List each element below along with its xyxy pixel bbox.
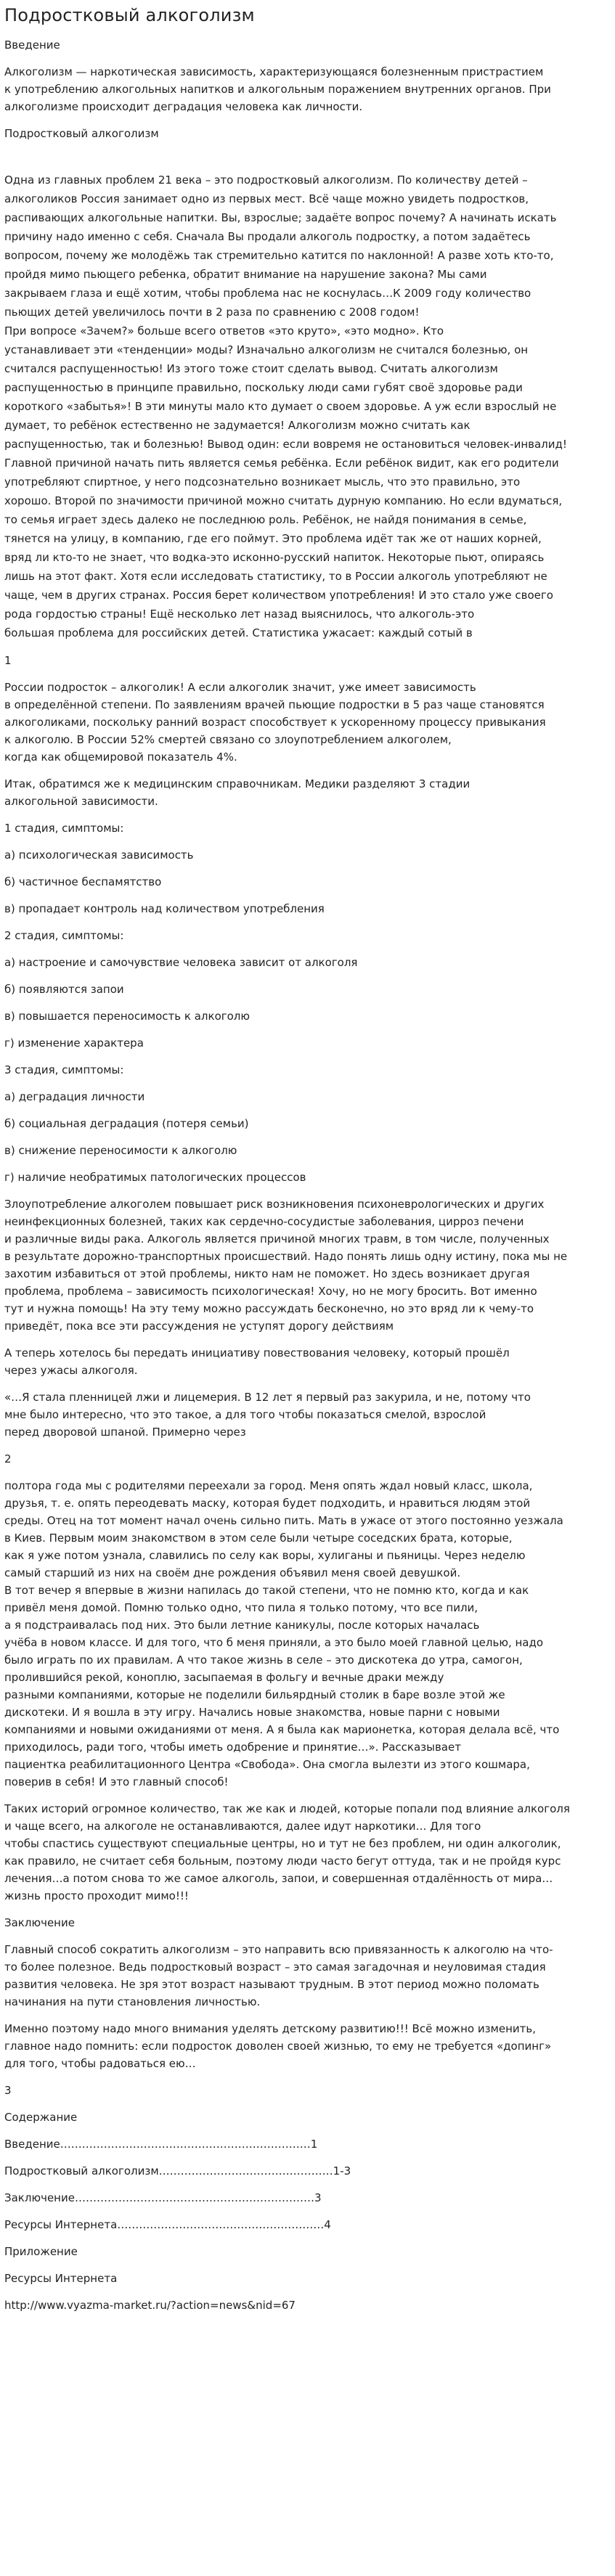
text-line: пациентка реабилитационного Центра «Свобода». Она смогла вылезти из этого кошмара, bbox=[4, 1758, 530, 1771]
text-line: употребляют спиртное, у него подсознательно возникает мысль, что это правильно, это bbox=[4, 475, 521, 488]
text-line: развития человека. Не зря этот возраст называют трудным. В этот период можно поломать bbox=[4, 1978, 539, 1991]
text-line: как правило, не считает себя больным, поэтому люди часто бегут оттуда, так и не пройдя курс bbox=[4, 1855, 561, 1868]
text-line: перед дворовой шпаной. Примерно через bbox=[4, 1426, 246, 1439]
stage-item: б) социальная деградация (потеря семьи) bbox=[4, 1117, 249, 1130]
text-line: для того, чтобы радоваться ею… bbox=[4, 2057, 196, 2070]
text-line: жизнь просто проходит мимо!!! bbox=[4, 1889, 189, 1902]
paragraph-problem bbox=[4, 171, 611, 642]
text-line: дискотеки. И я вошла в эту игру. Начались новые знакомства, новые парни с новыми bbox=[4, 1706, 500, 1719]
text-line: среды. Отец на тот момент начал очень сильно пить. Мать в ужасе от этого постоянно уезжала bbox=[4, 1514, 563, 1527]
text-line: когда как общемировой показатель 4%. bbox=[4, 751, 237, 764]
text-line: распущенностью, так и болезнью! Вывод один: если вовремя не остановиться человек-инвалид! bbox=[4, 438, 567, 451]
text-line: распивающих алкогольные напитки. Вы, взрослые; задаёте вопрос почему? А начинать искать bbox=[4, 211, 557, 224]
stage-heading: 1 стадия, симптомы: bbox=[4, 822, 124, 835]
text-line: и чаще всего, на алкоголе не останавливаются, далее идут наркотики… Для того bbox=[4, 1820, 481, 1833]
resources-heading: Ресурсы Интернета bbox=[4, 2272, 118, 2285]
text-line: России подросток – алкоголик! А если алкоголик значит, уже имеет зависимость bbox=[4, 681, 476, 694]
text-line: начинания на пути становления личностью. bbox=[4, 1995, 261, 2008]
text-line: пройдя мимо пьющего ребенка, обратит внимание на нарушение закона? Мы сами bbox=[4, 268, 487, 281]
paragraph-transition bbox=[4, 1344, 611, 1379]
stage-item: г) изменение характера bbox=[4, 1036, 144, 1050]
text-line: большая проблема для российских детей. Статистика ужасает: каждый сотый в bbox=[4, 626, 473, 639]
text-line: чаще, чем в других странах. Россия берет количеством употребления! И это стало уже своего bbox=[4, 589, 553, 602]
page-number: 2 bbox=[4, 1452, 12, 1465]
stage-heading: 3 стадия, симптомы: bbox=[4, 1063, 124, 1076]
text-line: В тот вечер я впервые в жизни напилась до такой степени, что не помню кто, когда и как bbox=[4, 1584, 529, 1597]
text-line: через ужасы алкоголя. bbox=[4, 1364, 138, 1377]
text-line: как я уже потом узнала, славились по селу как воры, хулиганы и пьяницы. Через неделю bbox=[4, 1549, 526, 1562]
toc-item: Заключение…………………………………………………………3 bbox=[4, 2191, 322, 2204]
paragraph-conclusion-2 bbox=[4, 2020, 611, 2072]
text-line: тут и нужна помощь! На эту тему можно рассуждать бесконечно, но это вряд ли к чему-то bbox=[4, 1302, 534, 1315]
text-line: Одна из главных проблем 21 века – это подростковый алкоголизм. По количеству детей – bbox=[4, 173, 528, 187]
text-line: алкогольной зависимости. bbox=[4, 795, 158, 808]
text-line: самый старший из них на своём дне рождения объявил меня своей девушкой. bbox=[4, 1566, 461, 1579]
text-line: Главной причиной начать пить является семья ребёнка. Если ребёнок видит, как его родители bbox=[4, 457, 559, 470]
paragraph-health-risks bbox=[4, 1195, 611, 1335]
stage-item: а) настроение и самочувствие человека зависит от алкоголя bbox=[4, 956, 358, 969]
text-line: короткого «забытья»! В эти минуты мало кто думает о своем здоровье. А уж если взрослый не bbox=[4, 400, 557, 413]
blank-line bbox=[4, 152, 611, 171]
main-heading: Подростковый алкоголизм bbox=[4, 127, 159, 140]
resource-link-item bbox=[4, 2297, 611, 2314]
resource-link[interactable]: http://www.vyazma-market.ru/?action=news&nid=67 bbox=[4, 2299, 296, 2312]
text-line: Таких историй огромное количество, так же как и людей, которые попали под влияние алкоголя bbox=[4, 1802, 570, 1815]
paragraph-rehab bbox=[4, 1800, 611, 1905]
text-line: Итак, обратимся же к медицинским справочникам. Медики разделяют 3 стадии bbox=[4, 777, 471, 790]
text-line: разными компаниями, которые не поделили бильярдный столик в баре возле этой же bbox=[4, 1688, 505, 1701]
text-line: то семья играет здесь далеко не последнюю роль. Ребёнок, не найдя понимания в семье, bbox=[4, 513, 527, 526]
text-line: закрываем глаза и ещё хотим, чтобы проблема нас не коснулась…К 2009 году количество bbox=[4, 287, 531, 300]
text-line: приведёт, пока все эти рассуждения не уступят дорогу действиям bbox=[4, 1320, 394, 1333]
text-line: алкоголиков Россия занимает одно из первых мест. Всё чаще можно увидеть подростков, bbox=[4, 192, 529, 205]
toc-item: Ресурсы Интернета…………………………………………………4 bbox=[4, 2218, 331, 2231]
text-line: распущенностью в принципе правильно, поскольку люди сами губят своё здоровье ради bbox=[4, 381, 523, 394]
stage-heading: 2 стадия, симптомы: bbox=[4, 929, 124, 942]
stage-item: в) пропадает контроль над количеством употребления bbox=[4, 902, 325, 915]
appendix-heading: Приложение bbox=[4, 2245, 78, 2258]
text-line: Именно поэтому надо много внимания уделять детскому развитию!!! Всё можно изменить, bbox=[4, 2022, 536, 2035]
text-line: проблема, проблема – зависимость психологическая! Хочу, но не могу бросить. Вот именно bbox=[4, 1285, 537, 1298]
text-line: лечения…а потом снова то же самое алкоголь, запои, и совершенная отдалённость от мира… bbox=[4, 1872, 553, 1885]
text-line: вопросом, почему же молодёжь так стремительно катится по наклонной! А разве хоть кто-то, bbox=[4, 249, 554, 262]
text-line: в определённой степени. По заявлениям врачей пьющие подростки в 5 раз чаще становятся bbox=[4, 698, 545, 711]
text-line: хорошо. Второй по значимости причиной можно считать дурную компанию. Но если вдуматься, bbox=[4, 494, 563, 507]
text-line: захотим избавиться от этой проблемы, никто нам не поможет. Но здесь возникает другая bbox=[4, 1267, 530, 1280]
toc-item: Подростковый алкоголизм…………………………………………1-3 bbox=[4, 2164, 351, 2178]
paragraph-conclusion bbox=[4, 1941, 611, 2011]
paragraph-story bbox=[4, 1477, 611, 1791]
stage-item: в) повышается переносимость к алкоголю bbox=[4, 1010, 251, 1023]
stage-item: а) психологическая зависимость bbox=[4, 849, 194, 862]
text-line: тянется на улицу, в компанию, где его поймут. Это проблема идёт так же от наших корней, bbox=[4, 532, 542, 545]
page-number: 3 bbox=[4, 2084, 12, 2097]
text-line: к употреблению алкогольных напитков и алкогольным поражением внутренних органов. При bbox=[4, 83, 551, 96]
intro-definition bbox=[4, 63, 611, 115]
paragraph-medicine bbox=[4, 775, 611, 810]
text-line: алкоголиками, поскольку ранний возраст способствует к ускоренному процессу привыкания bbox=[4, 716, 546, 729]
text-line: друзья, т. е. опять переодевать маску, которая будет подходить, и нравиться людям этой bbox=[4, 1497, 531, 1510]
text-line: причину надо именно с себя. Сначала Вы продали алкоголь подростку, а потом задаётесь bbox=[4, 230, 531, 243]
text-line: полтора года мы с родителями переехали за город. Меня опять ждал новый класс, школа, bbox=[4, 1479, 533, 1492]
text-line: то более полезное. Ведь подростковый возраст – это самая загадочная и неуловимая стадия bbox=[4, 1960, 546, 1974]
stages-list bbox=[4, 819, 611, 1186]
text-line: а я подстраивалась под них. Это были летние каникулы, после которых началась bbox=[4, 1619, 480, 1632]
text-line: «…Я стала пленницей лжи и лицемерия. В 12 лет я первый раз закурила, и не, потому что bbox=[4, 1391, 531, 1404]
intro-heading: Введение bbox=[4, 38, 60, 52]
text-line: привёл меня домой. Помню только одно, что пила я только потому, что все пили, bbox=[4, 1601, 478, 1614]
stage-item: б) появляются запои bbox=[4, 983, 124, 996]
stage-item: в) снижение переносимости к алкоголю bbox=[4, 1144, 237, 1157]
paragraph-story-start bbox=[4, 1389, 611, 1441]
text-line: считался распущенностью! Из этого тоже стоит сделать вывод. Считать алкоголизм bbox=[4, 362, 498, 375]
text-line: Злоупотребление алкоголем повышает риск возникновения психоневрологических и других bbox=[4, 1198, 545, 1211]
text-line: При вопросе «Зачем?» больше всего ответов «это круто», «это модно». Кто bbox=[4, 324, 444, 338]
text-line: и различные виды рака. Алкоголь является причиной многих травм, в том числе, полученных bbox=[4, 1232, 550, 1246]
text-line: главное надо помнить: если подросток доволен своей жизнью, то ему не требуется «допинг» bbox=[4, 2040, 552, 2053]
text-line: алкоголизме происходит деградация человека как личности. bbox=[4, 100, 363, 113]
text-line: вряд ли кто-то не знает, что водка-это исконно-русский напиток. Некоторые пьют, опираясь bbox=[4, 551, 545, 564]
text-line: поверив в себя! И это главный способ! bbox=[4, 1775, 229, 1788]
text-line: лишь на этот факт. Хотя если исследовать статистику, то в России алкоголь употребляют не bbox=[4, 570, 547, 583]
toc-heading: Содержание bbox=[4, 2111, 78, 2124]
text-line: рода гордостью страны! Ещё несколько лет назад выяснилось, что алкоголь-это bbox=[4, 608, 475, 621]
stage-item: а) деградация личности bbox=[4, 1090, 145, 1103]
text-line: неинфекционных болезней, таких как сердечно-сосудистые заболевания, цирроз печени bbox=[4, 1215, 524, 1228]
toc-item: Введение……………………………………………………………1 bbox=[4, 2138, 318, 2151]
text-line: учёба в новом классе. И для того, что б меня приняли, а это было моей главной целью, надо bbox=[4, 1636, 544, 1649]
page-title: Подростковый алкоголизм bbox=[4, 5, 255, 25]
page-number: 1 bbox=[4, 654, 12, 667]
text-line: к алкоголю. В России 52% смертей связано со злоупотреблением алкоголем, bbox=[4, 733, 452, 746]
text-line: устанавливает эти «тенденции» моды? Изначально алкоголизм не считался болезнью, он bbox=[4, 343, 529, 356]
text-line: думает, то ребёнок естественно не задумается! Алкоголизм можно считать как bbox=[4, 419, 471, 432]
text-line: компаниями и новыми ожиданиями от меня. А я была как марионетка, которая делала всё, что bbox=[4, 1723, 560, 1736]
text-line: мне было интересно, что это такое, а для того чтобы показаться смелой, взрослой bbox=[4, 1408, 486, 1421]
text-line: в Киев. Первым моим знакомством в этом селе были четыре соседских брата, которые, bbox=[4, 1532, 513, 1545]
text-line: А теперь хотелось бы передать инициативу повествования человеку, который прошёл bbox=[4, 1346, 510, 1359]
text-line: Алкоголизм — наркотическая зависимость, характеризующаяся болезненным пристрастием bbox=[4, 65, 544, 78]
text-line: Главный способ сократить алкоголизм – это направить всю привязанность к алкоголю на что- bbox=[4, 1943, 553, 1956]
text-line: пролившийся рекой, коноплю, засыпаемая в фольгу и вечные драки между bbox=[4, 1671, 444, 1684]
stage-item: б) частичное беспамятство bbox=[4, 875, 162, 888]
stage-item: г) наличие необратимых патологических процессов bbox=[4, 1171, 306, 1184]
text-line: было играть по их правилам. А что такое жизнь в селе – это дискотека до утра, самогон, bbox=[4, 1653, 523, 1667]
paragraph-statistics bbox=[4, 679, 611, 766]
text-line: приходилось, ради того, чтобы иметь одобрение и принятие…». Рассказывает bbox=[4, 1741, 461, 1754]
conclusion-heading: Заключение bbox=[4, 1916, 75, 1929]
text-line: чтобы спастись существуют специальные центры, но и тут не без проблем, ни один алкоголик, bbox=[4, 1837, 561, 1850]
text-line: пьющих детей увеличилось почти в 2 раза по сравнению с 2008 годом! bbox=[4, 306, 420, 319]
text-line: в результате дорожно-транспортных происшествий. Надо понять лишь одну истину, пока мы не bbox=[4, 1250, 568, 1263]
